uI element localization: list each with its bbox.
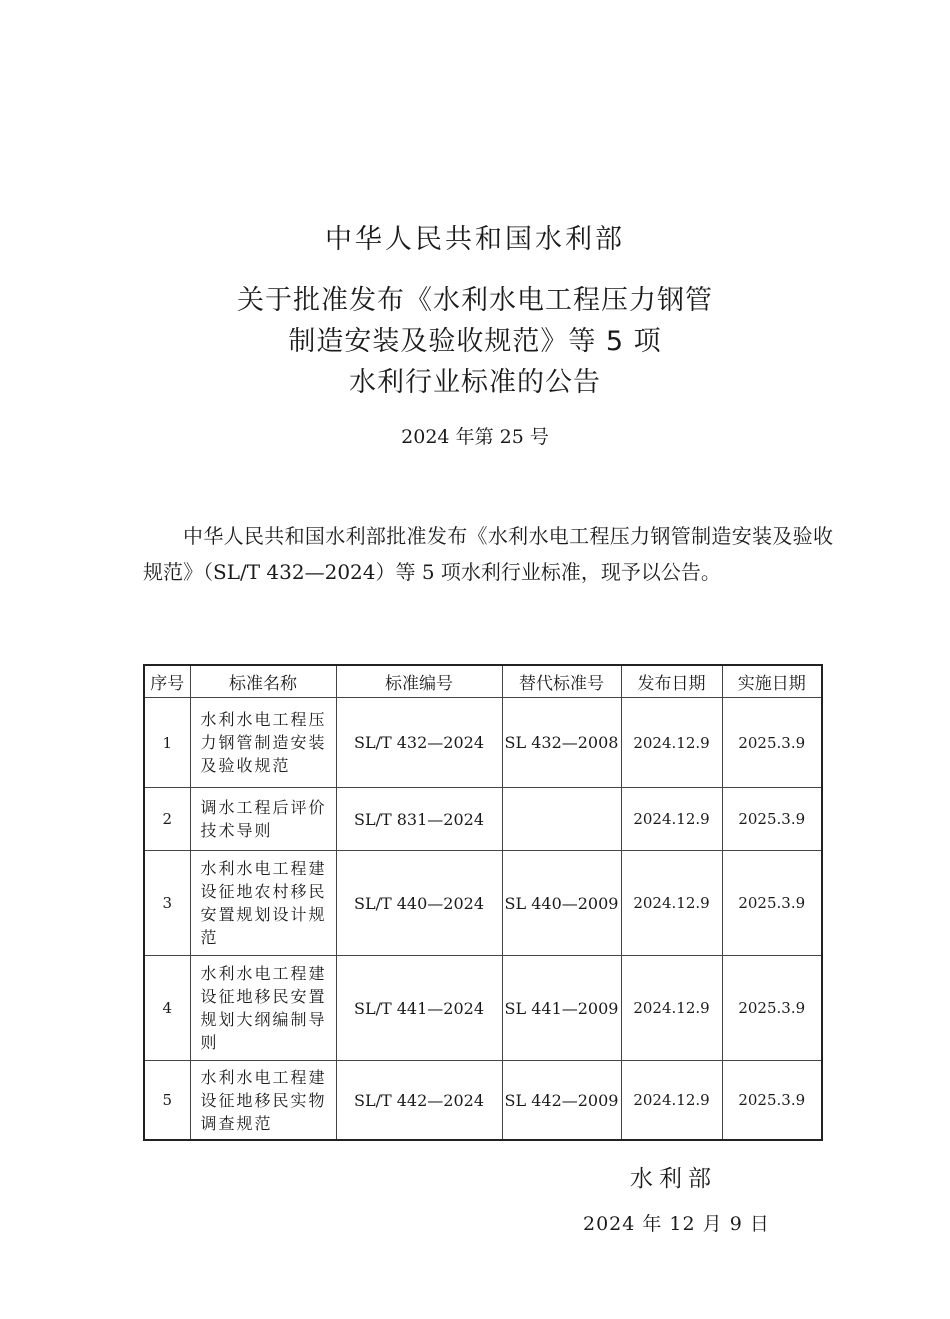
title-line-1: 关于批准发布《水利水电工程压力钢管 [237,285,713,316]
effective-date: 2025.3.9 [722,851,822,956]
issue-date: 2024.12.9 [621,1061,722,1141]
standard-code: SL/T 442—2024 [336,1061,502,1141]
row-number: 5 [144,1061,190,1141]
standard-name: 水利水电工程建设征地农村移民安置规划设计规范 [190,851,336,956]
standard-code: SL/T 440—2024 [336,851,502,956]
effective-date: 2025.3.9 [722,788,822,851]
standard-code: SL/T 441—2024 [336,956,502,1061]
table-row [144,698,822,788]
effective-date: 2025.3.9 [722,1061,822,1141]
issue-date: 2024.12.9 [621,851,722,956]
standard-name: 水利水电工程压力钢管制造安装及验收规范 [190,698,336,788]
header-cell-replaces: 替代标准号 [502,665,621,698]
row-number: 4 [144,956,190,1061]
table-row [144,788,822,851]
header-cell-code: 标准编号 [336,665,502,698]
document-number: 2024 年第 25 号 [401,426,549,448]
announcement-body: 中华人民共和国水利部批准发布《水利水电工程压力钢管制造安装及验收规范》（SL/T 432—2024）等 5 项水利行业标准，现予以公告。 [143,524,833,584]
standard-name: 水利水电工程建设征地移民安置规划大纲编制导则 [190,956,336,1061]
announcement-title [0,280,950,403]
header-cell-no: 序号 [144,665,190,698]
replaced-standard: SL 441—2009 [502,956,621,1061]
table-row [144,1061,822,1141]
replaced-standard: SL 432—2008 [502,698,621,788]
standard-code: SL/T 432—2024 [336,698,502,788]
standard-name: 调水工程后评价技术导则 [190,788,336,851]
effective-date: 2025.3.9 [722,956,822,1061]
effective-date: 2025.3.9 [722,698,822,788]
table-header-row [144,665,822,698]
title-line-2: 制造安装及验收规范》等 5 项 [288,326,662,357]
signatory: 水利部 [630,1166,717,1192]
header-cell-name: 标准名称 [190,665,336,698]
standard-code: SL/T 831—2024 [336,788,502,851]
issue-date: 2024.12.9 [621,788,722,851]
table-row [144,956,822,1061]
header-cell-effective: 实施日期 [722,665,822,698]
replaced-standard: SL 442—2009 [502,1061,621,1141]
standard-name: 水利水电工程建设征地移民实物调查规范 [190,1061,336,1141]
issue-date: 2024.12.9 [621,698,722,788]
row-number: 2 [144,788,190,851]
row-number: 1 [144,698,190,788]
table-row [144,851,822,956]
replaced-standard [502,788,621,851]
issue-date: 2024.12.9 [621,956,722,1061]
row-number: 3 [144,851,190,956]
replaced-standard: SL 440—2009 [502,851,621,956]
title-line-3: 水利行业标准的公告 [349,367,601,398]
signature-date: 2024 年 12 月 9 日 [583,1213,770,1235]
ministry-heading: 中华人民共和国水利部 [325,224,625,255]
header-cell-issued: 发布日期 [621,665,722,698]
standards-table [143,664,823,1141]
